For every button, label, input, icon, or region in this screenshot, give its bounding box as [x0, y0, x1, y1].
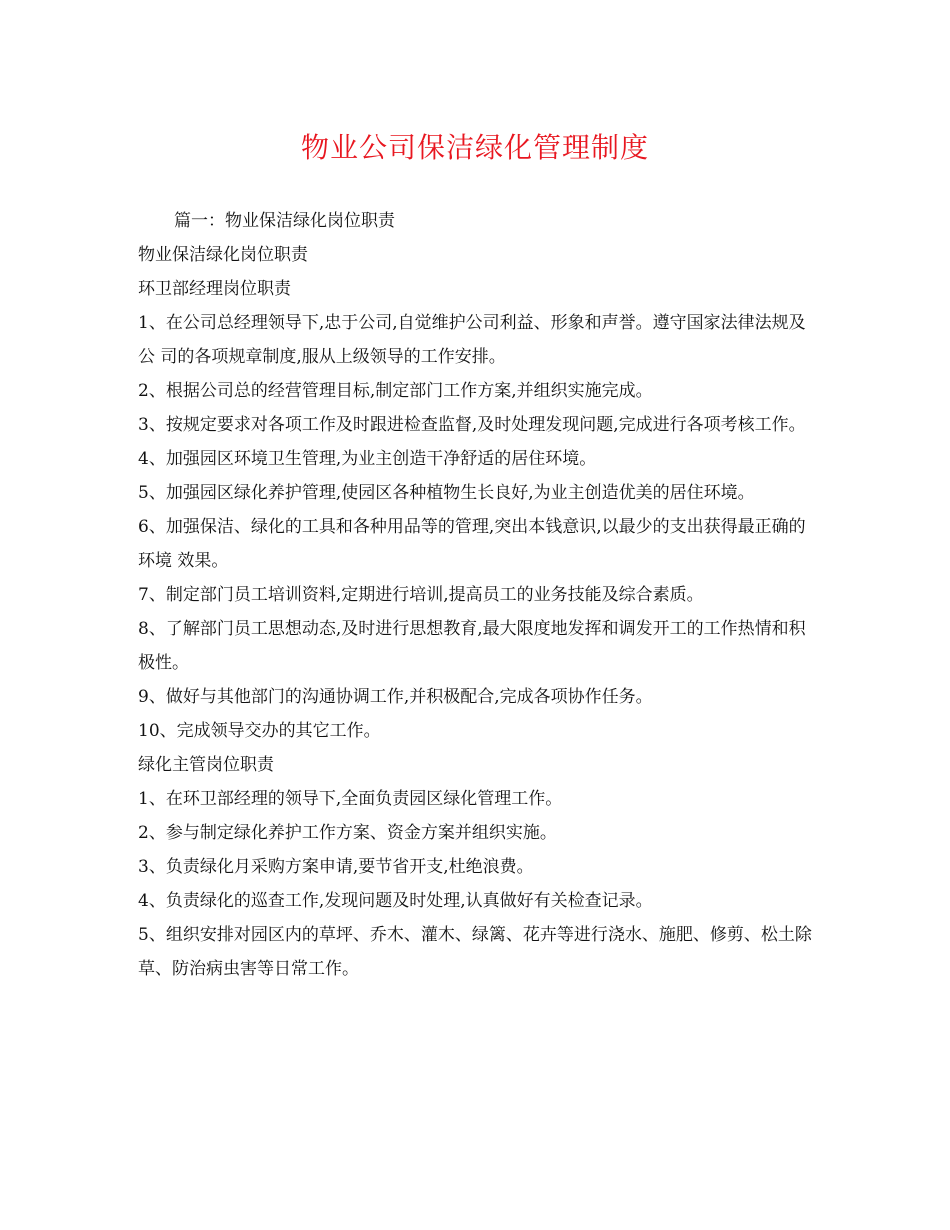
paragraph: 10、完成领导交办的其它工作。	[138, 721, 381, 741]
paragraph: 5、加强园区绿化养护管理,使园区各种植物生长良好,为业主创造优美的居住环境。	[138, 483, 755, 503]
paragraph: 6、加强保洁、绿化的工具和各种用品等的管理,突出本钱意识,以最少的支出获得最正确的环境 效果。	[138, 517, 806, 571]
subheading: 物业保洁绿化岗位职责	[138, 245, 308, 265]
paragraph: 3、负责绿化月采购方案申请,要节省开支,杜绝浪费。	[138, 857, 534, 877]
paragraph: 2、根据公司总的经营管理目标,制定部门工作方案,并组织实施完成。	[138, 381, 653, 401]
section-heading: 篇一：物业保洁绿化岗位职责	[174, 211, 395, 231]
paragraph: 1、在环卫部经理的领导下,全面负责园区绿化管理工作。	[138, 789, 563, 809]
paragraph: 8、了解部门员工思想动态,及时进行思想教育,最大限度地发挥和调发开工的工作热情和积极性。	[138, 619, 806, 673]
paragraph: 4、加强园区环境卫生管理,为业主创造干净舒适的居住环境。	[138, 449, 597, 469]
role-heading: 绿化主管岗位职责	[138, 755, 274, 775]
role-heading: 环卫部经理岗位职责	[138, 279, 291, 299]
paragraph: 7、制定部门员工培训资料,定期进行培训,提高员工的业务技能及综合素质。	[138, 585, 704, 605]
document-body	[138, 204, 818, 986]
paragraph: 9、做好与其他部门的沟通协调工作,并积极配合,完成各项协作任务。	[138, 687, 653, 707]
paragraph: 3、按规定要求对各项工作及时跟进检查监督,及时处理发现问题,完成进行各项考核工作。	[138, 415, 806, 435]
document-title: 物业公司保洁绿化管理制度	[300, 131, 649, 164]
paragraph: 4、负责绿化的巡查工作,发现问题及时处理,认真做好有关检查记录。	[138, 891, 653, 911]
paragraph: 5、组织安排对园区内的草坪、乔木、灌木、绿篱、花卉等进行浇水、施肥、修剪、松土除草、防治病虫害等日常工作。	[138, 925, 812, 979]
paragraph: 1、在公司总经理领导下,忠于公司,自觉维护公司利益、形象和声誉。遵守国家法律法规及公 司的各项规章制度,服从上级领导的工作安排。	[138, 313, 806, 367]
paragraph: 2、参与制定绿化养护工作方案、资金方案并组织实施。	[138, 823, 557, 843]
